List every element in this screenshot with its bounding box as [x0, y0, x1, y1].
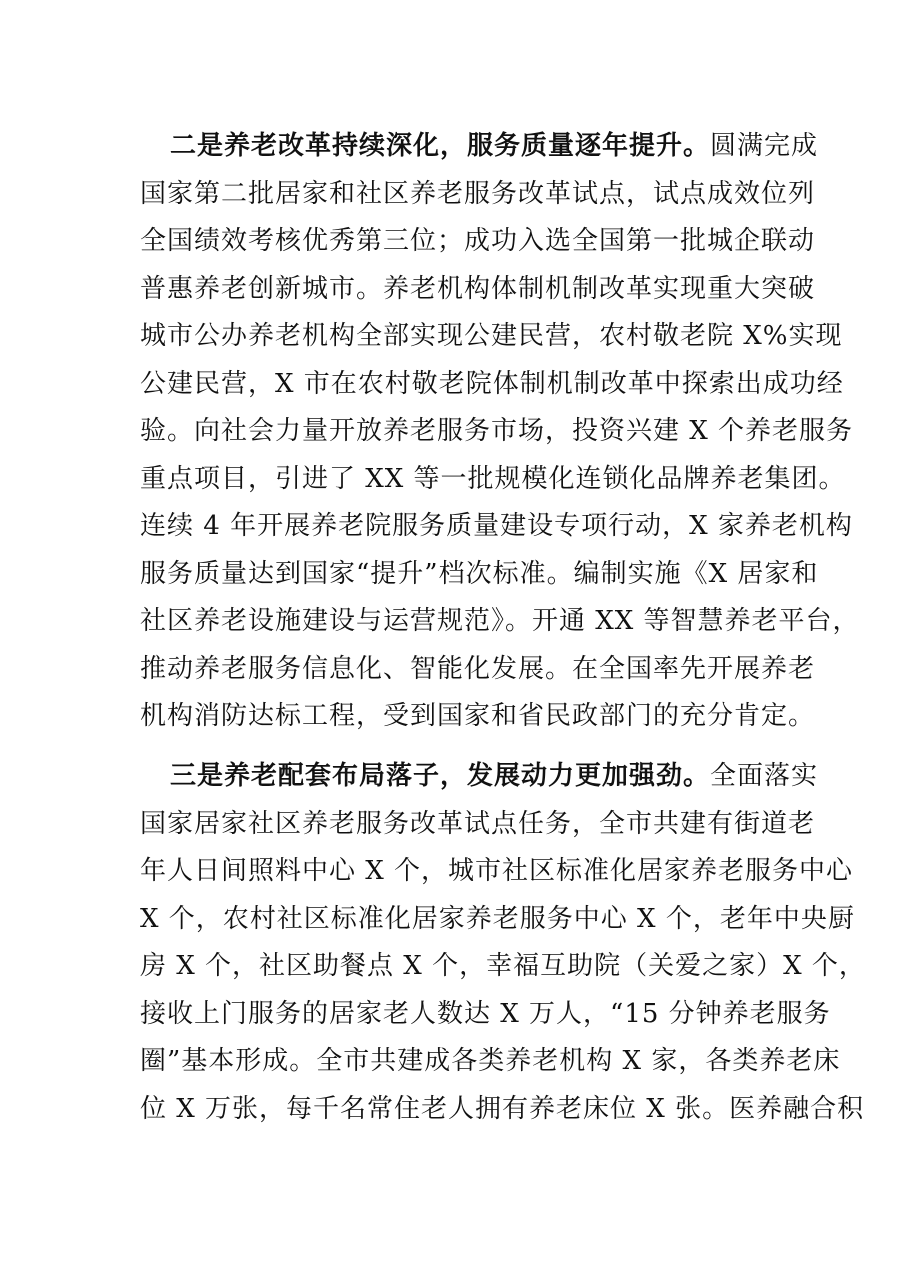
paragraph-line: 连续 4 年开展养老院服务质量建设专项行动，X 家养老机构: [140, 511, 853, 541]
paragraph-lead-heading: 三是养老配套布局落子，发展动力更加强劲。: [170, 761, 711, 791]
paragraph-line: 机构消防达标工程，受到国家和省民政部门的充分肯定。: [140, 701, 816, 731]
paragraph-elderly-care-facilities: [140, 753, 866, 1133]
paragraph-line-text: 圆满完成: [710, 131, 819, 161]
paragraph-line: 服务质量达到国家“提升”档次标准。编制实施《X 居家和: [140, 558, 819, 589]
paragraph-line: 年人日间照料中心 X 个，城市社区标准化居家养老服务中心: [140, 856, 854, 886]
paragraph-first-line: [140, 123, 819, 171]
paragraph-line: 验。向社会力量开放养老服务市场，投资兴建 X 个养老服务: [140, 416, 854, 446]
paragraph-lead-heading: 二是养老改革持续深化，服务质量逐年提升。: [170, 131, 711, 161]
paragraph-line: 房 X 个，社区助餐点 X 个，幸福互助院（关爱之家）X 个，: [140, 951, 866, 981]
paragraph-line: 城市公办养老机构全部实现公建民营，农村敬老院 X%实现: [140, 321, 843, 351]
paragraph-line: 普惠养老创新城市。养老机构体制机制改革实现重大突破: [140, 273, 816, 304]
paragraph-line: 国家第二批居家和社区养老服务改革试点，试点成效位列: [140, 178, 816, 209]
paragraph-line: 位 X 万张，每千名常住老人拥有养老床位 X 张。医养融合积: [140, 1093, 865, 1124]
paragraph-line: 圈”基本形成。全市共建成各类养老机构 X 家，各类养老床: [140, 1046, 841, 1076]
paragraph-line: 社区养老设施建设与运营规范》。开通 XX 等智慧养老平台，: [140, 606, 860, 636]
paragraph-line: 重点项目，引进了 XX 等一批规模化连锁化品牌养老集团。: [140, 463, 846, 494]
paragraph-elderly-care-reform: [140, 123, 860, 741]
paragraph-line: X 个，农村社区标准化居家养老服务中心 X 个，老年中央厨: [140, 903, 855, 934]
paragraph-line: 公建民营，X 市在农村敬老院体制机制改革中探索出成功经: [140, 368, 844, 399]
paragraph-line: 全国绩效考核优秀第三位；成功入选全国第一批城企联动: [140, 226, 816, 256]
paragraph-line: 接收上门服务的居家老人数达 X 万人，“15 分钟养老服务: [140, 998, 831, 1029]
paragraph-line-text: 全面落实: [710, 761, 819, 791]
paragraph-first-line: [140, 753, 819, 801]
paragraph-line: 推动养老服务信息化、智能化发展。在全国率先开展养老: [140, 653, 816, 684]
paragraph-line: 国家居家社区养老服务改革试点任务，全市共建有街道老: [140, 808, 816, 839]
